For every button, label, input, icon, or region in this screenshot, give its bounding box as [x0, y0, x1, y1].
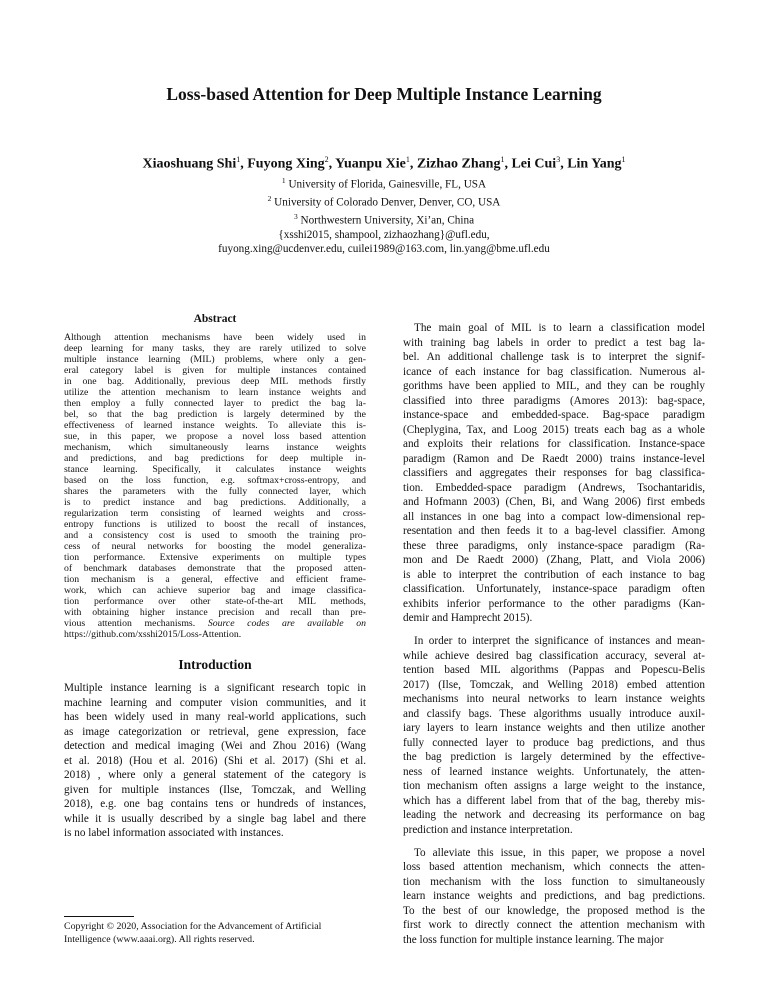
affiliation	[0, 192, 768, 210]
text-line: is no label information associated with instances.	[64, 827, 284, 839]
text-line: classification. Unfortunately, instance-space paradigm often	[403, 583, 705, 595]
introduction-body	[64, 681, 366, 849]
author-affiliation-mark: 1	[500, 155, 505, 164]
text-line: To the best of our knowledge, the proposed method is the	[403, 904, 705, 917]
text-line: all instances in one bag into a compact low-dimensional rep-	[403, 510, 705, 523]
text-line: multiple instance learning (MIL) problems, where only a gen-	[64, 354, 366, 365]
text-line: loss based attention mechanism, which connects the atten-	[403, 861, 705, 873]
text-line: classified into three paradigms (Amores 2013): bag-space,	[403, 394, 705, 407]
text-line: bel. An additional challenge task is to interpret the signif-	[403, 351, 705, 363]
affiliation-text: Northwestern University, Xi’an, China	[300, 214, 475, 227]
email-line: {xsshi2015, shampool, zizhaozhang}@ufl.edu,	[278, 228, 490, 241]
body-paragraph	[403, 634, 705, 837]
text-line: ness of learned instance weights. Unfortunately, the atten-	[403, 765, 705, 778]
author-name: Fuyong Xing	[247, 156, 325, 172]
text-line: instance-space and embedded-space. Bag-space paradigm	[403, 409, 705, 421]
text-line: tention based MIL algorithms (Pappas and Popescu-Belis	[403, 664, 705, 676]
text-line: leading the network and decreasing its performance on bag	[403, 809, 705, 821]
text-line: tion mechanism with the loss function to simultaneously	[403, 875, 705, 888]
affiliation	[0, 174, 768, 192]
text-line: work, which can achieve superior bag and image classifica-	[64, 585, 366, 596]
text-line: with obtaining higher instance precision and recall than pre-	[64, 607, 366, 618]
text-line: machine learning and computer vision communities, and it	[64, 696, 366, 709]
text-line: shares the parameters with the fully connected layer, which	[64, 486, 366, 497]
author-affiliation-mark: 1	[405, 155, 410, 164]
right-column	[403, 321, 705, 956]
text-line: and a consistency cost is used to smooth the training pro-	[64, 530, 366, 541]
text-line: To alleviate this issue, in this paper, we propose a novel	[414, 846, 705, 859]
affiliation-number: 2	[267, 193, 272, 203]
text-line: bel, so that the bag prediction is largely determined by the	[64, 409, 366, 420]
abstract-body	[64, 332, 366, 649]
text-line: and classify bags. These algorithms usually introduce auxil-	[403, 707, 705, 720]
affiliation-number: 1	[281, 176, 286, 185]
text-line: stance learning. Specifically, it calculates instance weights	[64, 464, 366, 475]
copyright-footnote	[64, 916, 366, 946]
introduction-heading: Introduction	[178, 657, 252, 672]
text-line: while it is usually described by a single bag label and there	[64, 812, 366, 825]
text-line: demir and Hamprecht 2015).	[403, 612, 533, 624]
author-name: Xiaoshuang Shi	[142, 156, 237, 172]
text-line: given for multiple instances (Ilse, Tomczak, and Welling	[64, 783, 366, 796]
text-line: mon and De Raedt 2000) (Zhang, Platt, and Viola 2006)	[403, 554, 705, 566]
abstract-paragraph	[64, 332, 366, 640]
text-line: resentation and then feeds it to a bag-level classifier. Among	[403, 525, 705, 537]
text-line: icance of each instance for bag classification. Numerous al-	[403, 365, 705, 378]
affiliations	[0, 174, 768, 256]
text-line: tion performance over other state-of-the-art MIL methods,	[64, 596, 366, 607]
author-name: Lei Cui	[511, 156, 557, 172]
author-list: Xiaoshuang Shi$^1$, Fuyong Xing$^2$, Yuanpu Xie$^1$, Zizhao Zhang$^1$, Lei Cui$^3$, Lin Yang$^1$	[142, 155, 626, 172]
body-paragraph	[403, 321, 705, 626]
text-line: 2018), e.g. one bag contains tens or hundreds of instances,	[64, 798, 366, 810]
text-line: tion performance. Extensive experiments on multiple types	[64, 552, 366, 563]
copyright-line: Copyright © 2020, Association for the Advancement of Artificial	[64, 921, 322, 932]
text-line: mechanism, which simultaneously learns instance weights	[64, 442, 366, 453]
text-line: sue, in this paper, we propose a novel loss based attention	[64, 431, 366, 442]
text-line: first work to directly connect the attention mechanism with	[403, 919, 705, 931]
text-line: learn instance weights and predictions, and bag predictions.	[403, 890, 705, 902]
text-line: is to predict instance and bag predictions. Additionally, a	[64, 497, 366, 508]
text-line: and exploits their relations for classification. Instance-space	[403, 438, 705, 450]
affiliation	[0, 210, 768, 228]
email-line: fuyong.xing@ucdenver.edu, cuilei1989@163.com, lin.yang@bme.ufl.edu	[218, 243, 550, 256]
text-line: then employ a fully connected layer to predict the bag la-	[64, 398, 366, 409]
text-line: 2018) , where only a general statement of the category is	[64, 769, 366, 781]
text-line: tion mechanism often assigns a large weight to the instance,	[403, 780, 705, 792]
footnote-rule	[64, 916, 134, 917]
text-line: prediction and instance interpretation.	[403, 823, 573, 836]
text-line: In order to interpret the significance of instances and mean-	[414, 635, 705, 647]
text-line: fully connected layer to produce bag predictions, and thus	[403, 736, 705, 749]
text-line: the loss function for multiple instance learning. The major	[403, 933, 664, 946]
author-affiliation-mark: 2	[324, 155, 329, 164]
text-line: has been widely used in many real-world applications, such	[64, 711, 366, 723]
text-line: of benchmark databases demonstrate that the proposed atten-	[64, 563, 366, 574]
author-name: Yuanpu Xie	[335, 156, 406, 172]
text-line: based on the loss function, e.g. softmax+cross-entropy, and	[64, 475, 366, 486]
text-line: entropy functions is utilized to boost the recall of instances,	[64, 519, 366, 530]
text-line: eral category label is given for multiple instances contained	[64, 365, 366, 376]
text-line: utilize the attention mechanism to learn instance weights and	[64, 387, 366, 398]
author-affiliation-mark: 3	[556, 155, 561, 164]
text-line: the bag prediction is largely determined by the effective-	[403, 751, 705, 763]
author-name: Lin Yang	[567, 156, 622, 172]
source-code-note: Source codes are available on	[207, 618, 366, 629]
text-line: these three paradigms, only instance-space paradigm (Ra-	[403, 539, 705, 552]
text-line: in one bag. Additionally, previous deep MIL methods firstly	[64, 376, 366, 387]
text-line: deep learning for many tasks, they are rarely utilized to solve	[64, 343, 366, 354]
text-line: Multiple instance learning is a significant research topic in	[64, 682, 366, 694]
author-affiliation-mark: 1	[621, 155, 626, 164]
text-line: and Hofmann 2003) (Chen, Bi, and Wang 2006) first embeds	[403, 496, 705, 508]
text-line: 2017) (Ilse, Tomczak, and Welling 2018) embed attention	[403, 678, 705, 691]
text-line: with training bag labels in order to predict a test bag la-	[403, 336, 705, 349]
text-line: iary layers to learn instance weights and then utilize another	[403, 722, 705, 734]
paper-title: Loss-based Attention for Deep Multiple Instance Learning	[166, 84, 602, 104]
text-line: and predictions, and bag predictions for deep multiple in-	[64, 453, 366, 464]
text-line: mechanisms into neural networks to learn instance weights	[403, 693, 705, 705]
text-line: which has a different label from that of the bag, thereby mis-	[403, 794, 705, 807]
abstract-heading: Abstract	[193, 313, 237, 325]
affiliation-text: University of Florida, Gainesville, FL, USA	[288, 178, 487, 191]
text-line: vious attention mechanisms. Source codes are available on	[64, 618, 366, 629]
text-line: https://github.com/xsshi2015/Loss-Attention.	[64, 629, 242, 640]
copyright-line: Intelligence (www.aaai.org). All rights reserved.	[64, 934, 255, 945]
text-line: while achieve desired bag classification accuracy, several at-	[403, 649, 705, 662]
text-line: et al. 2018) (Hou et al. 2016) (Shi et al. 2017) (Shi et al.	[64, 754, 366, 767]
text-line: classifiers and aggregates their responses for bag classifica-	[403, 467, 705, 479]
text-line: Although attention mechanisms have been widely used in	[64, 332, 366, 343]
introduction-paragraph	[64, 681, 366, 841]
text-line: effectiveness of learned instance weights. To alleviate this is-	[64, 420, 366, 431]
text-line: tion. Embedded-space paradigm (Andrews, Tsochantaridis,	[403, 481, 705, 494]
body-paragraph	[403, 846, 705, 948]
affiliation-text: University of Colorado Denver, Denver, CO, USA	[274, 196, 501, 209]
affiliation-number: 3	[293, 211, 298, 221]
text-line: (Cheplygina, Tax, and Loog 2015) treats each bag as a whole	[403, 423, 705, 436]
text-line: The main goal of MIL is to learn a classification model	[414, 322, 705, 334]
text-line: is able to interpret the contribution of each instance to bag	[403, 568, 705, 581]
text-line: as image categorization or retrieval, gene expression, face	[64, 725, 366, 738]
text-line: paradigm (Ramon and De Raedt 2000) trains instance-level	[403, 452, 705, 465]
text-line: gorithms have been applied to MIL, and they can be roughly	[403, 380, 705, 392]
text-line: exhibits inferior performance to the other paradigms (Kan-	[403, 597, 705, 610]
text-line: cess of neural networks for boosting the model generaliza-	[64, 541, 366, 552]
text-line: tion mechanism is a general, effective and efficient frame-	[64, 574, 366, 585]
author-name: Zizhao Zhang	[416, 156, 501, 172]
text-line: regularization term consisting of learned weights and cross-	[64, 508, 366, 519]
author-affiliation-mark: 1	[236, 155, 241, 164]
text-line: detection and medical imaging (Wei and Zhou 2016) (Wang	[64, 740, 366, 752]
